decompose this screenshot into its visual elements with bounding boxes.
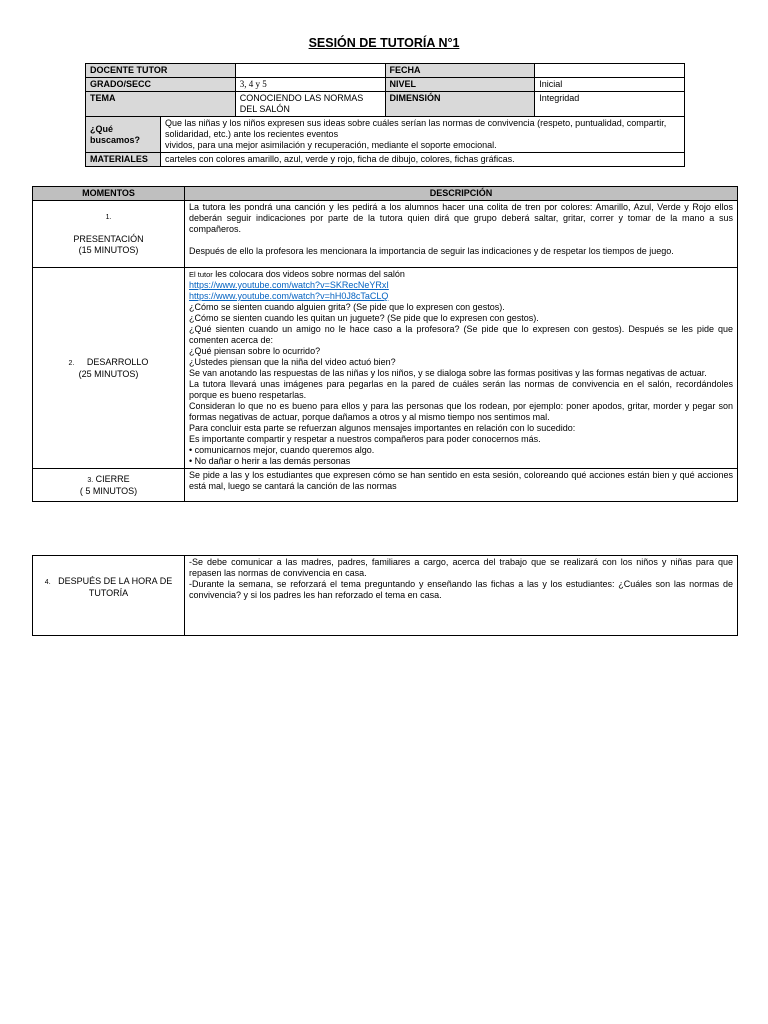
tema-value: CONOCIENDO LAS NORMAS DEL SALÓN	[235, 92, 385, 117]
docente-value	[235, 64, 385, 78]
docente-label: DOCENTE TUTOR	[86, 64, 236, 78]
desarrollo-num: 2.	[68, 359, 75, 367]
presentacion-description	[185, 201, 738, 268]
desarrollo-line-6: Se van anotando las respuestas de las niñas y los niños, y se dialoga sobre las formas positivas y las formas negativas de actuar.	[189, 368, 707, 378]
buscamos-label: ¿Qué buscamos?	[86, 117, 161, 153]
col-descripcion: DESCRIPCIÓN	[185, 187, 738, 201]
video-link-1[interactable]: https://www.youtube.com/watch?v=SKRecNeYRxI	[189, 280, 389, 290]
presentacion-num: 1.	[105, 214, 112, 221]
after-p2: -Durante la semana, se reforzará el tema preguntando y enseñando las fichas a las y los estudiantes: ¿Cuáles son las normas de convivencia? y si los padres les han reforzado el tema en casa.	[189, 579, 733, 600]
desarrollo-line-9: Para concluir esta parte se refuerzan algunos mensajes importantes en relación con lo sucedido:	[189, 423, 576, 433]
buscamos-value	[160, 117, 684, 153]
desarrollo-intro: les colocara dos videos sobre normas del salón	[212, 269, 405, 279]
cierre-time: ( 5 MINUTOS)	[79, 485, 138, 496]
desarrollo-line-5: ¿Ustedes piensan que la niña del video actuó bien?	[189, 357, 396, 367]
desarrollo-time: (25 MINUTOS)	[78, 368, 139, 379]
presentacion-p1: La tutora les pondrá una canción y les pedirá a los alumnos hacer una colita de tren por colores: Amarillo, Azul, Verde y Rojo ellos deberán seguir indicaciones por parte de la tutora quien dirá que grupo deberá saltar, gritar, correr y tomar de la mano a sus compañeros.	[189, 202, 733, 234]
cierre-num: 3.	[87, 476, 94, 484]
presentacion-time: (15 MINUTOS)	[78, 245, 139, 255]
nivel-label: NIVEL	[385, 78, 535, 92]
after-name: DESPUÉS DE LA HORA DE TUTORÍA	[58, 576, 173, 598]
desarrollo-line-8: Consideran lo que no es bueno para ellos y para las personas que los rodean, por ejemplo: poner apodos, gritar, morder y pegar son formas negativas de actuar, porque dañamos a otros y al mismo tiempo nos sentimos mal.	[189, 401, 733, 422]
desarrollo-moment	[33, 268, 185, 469]
fecha-value	[535, 64, 685, 78]
desarrollo-name: DESARROLLO	[86, 356, 149, 367]
presentacion-moment	[33, 201, 185, 268]
materiales-label: MATERIALES	[86, 153, 161, 167]
nivel-value: Inicial	[535, 78, 685, 92]
table-row	[33, 556, 738, 636]
desarrollo-line-7: La tutora llevará unas imágenes para pegarlas en la pared de cuáles serán las normas de convivencia en el salón, recordándoles porque es bueno respetarlas.	[189, 379, 733, 400]
page-title: SESIÓN DE TUTORÍA N°1	[308, 36, 460, 50]
after-description	[185, 556, 738, 636]
presentacion-p2: Después de ello la profesora les mencionara la importancia de seguir las indicaciones y de respetar los tiempos de juego.	[189, 246, 674, 256]
table-row	[33, 201, 738, 268]
moments-table	[32, 186, 738, 502]
cierre-name: CIERRE	[95, 473, 130, 484]
desarrollo-line-11: • comunicarnos mejor, cuando queremos algo.	[189, 445, 375, 455]
desarrollo-line-1: ¿Cómo se sienten cuando alguien grita? (Se pide que lo expresen con gestos).	[189, 302, 505, 312]
session-info-table	[85, 63, 685, 167]
desarrollo-line-2: ¿Cómo se sienten cuando les quitan un juguete? (Se pide que lo expresen con gestos).	[189, 313, 539, 323]
presentacion-name: PRESENTACIÓN	[73, 234, 144, 244]
desarrollo-line-10: Es importante compartir y respetar a nuestros compañeros para poder conocernos más.	[189, 434, 541, 444]
after-num: 4.	[44, 579, 51, 586]
table-row	[33, 469, 738, 502]
desarrollo-line-4: ¿Qué piensan sobre lo ocurrido?	[189, 346, 321, 356]
table-row	[33, 268, 738, 469]
buscamos-line-2: vividos, para una mejor asimilación y recuperación, mediante el soporte emocional.	[164, 140, 497, 150]
video-link-2[interactable]: https://www.youtube.com/watch?v=hH0J8cTaCLQ	[189, 291, 389, 301]
after-tutoria-table	[32, 555, 738, 636]
desarrollo-line-12: • No dañar o herir a las demás personas	[189, 456, 351, 466]
desarrollo-intro-small: El tutor	[189, 270, 213, 279]
grado-label: GRADO/SECC	[86, 78, 236, 92]
after-p1: -Se debe comunicar a las madres, padres, familiares a cargo, acerca del trabajo que se realizará con los niños y niñas para que repasen las normas de convivencia en casa.	[189, 557, 733, 578]
desarrollo-line-3: ¿Qué sienten cuando un amigo no le hace caso a la profesora? (Se pide que lo expresen con gestos). Después se les pide que comenten acerca de:	[189, 324, 733, 345]
dimension-value: Integridad	[535, 92, 685, 117]
dimension-label: DIMENSIÓN	[385, 92, 535, 117]
cierre-moment	[33, 469, 185, 502]
col-momentos: MOMENTOS	[33, 187, 185, 201]
fecha-label: FECHA	[385, 64, 535, 78]
tema-label: TEMA	[86, 92, 236, 117]
buscamos-line-1: Que las niñas y los niños expresen sus ideas sobre cuáles serían las normas de convivencia (respeto, puntualidad, compartir, solidaridad, etc.) ante los recientes eventos	[164, 118, 667, 139]
desarrollo-description	[185, 268, 738, 469]
grado-value: 3, 4 y 5	[235, 78, 385, 92]
after-moment	[33, 556, 185, 636]
materiales-value: carteles con colores amarillo, azul, verde y rojo, ficha de dibujo, colores, fichas gráficas.	[160, 153, 684, 167]
cierre-description: Se pide a las y los estudiantes que expresen cómo se han sentido en esta sesión, coloreando qué acciones están bien y qué acciones está mal, luego se cantará la canción de las normas	[185, 469, 738, 502]
